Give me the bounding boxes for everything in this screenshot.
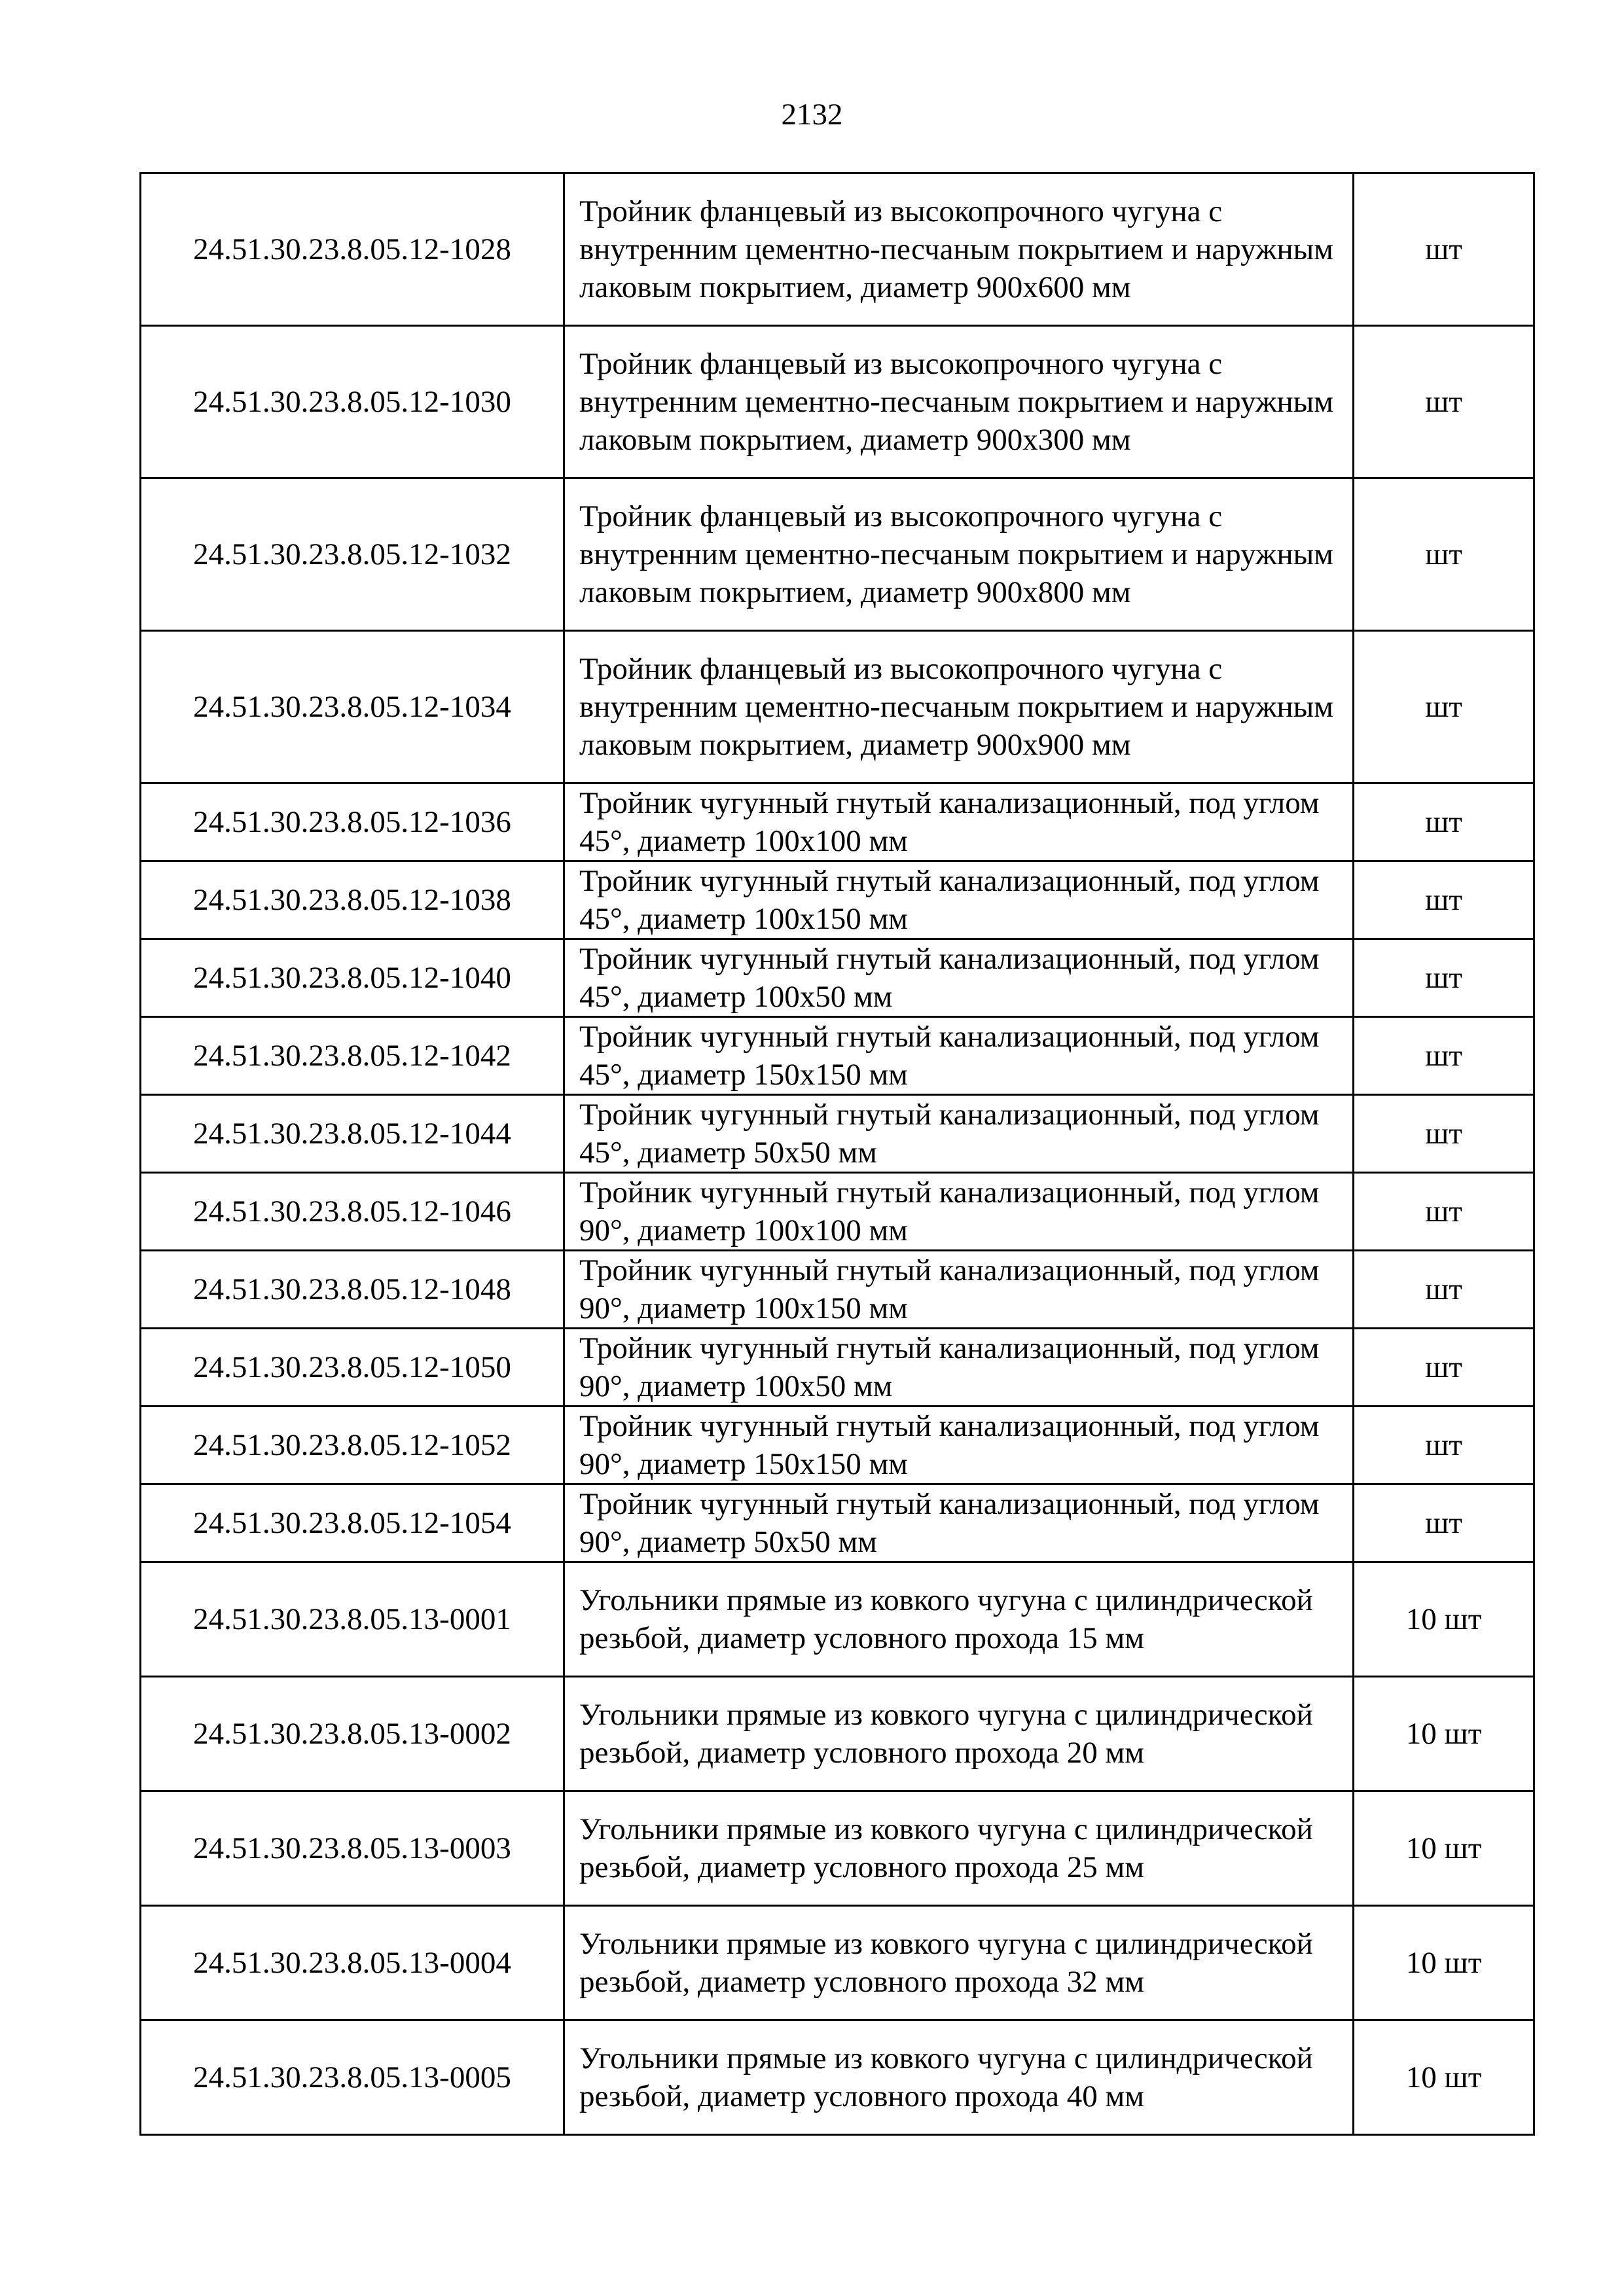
item-description: Тройник чугунный гнутый канализационный, под углом 45°, диаметр 50х50 мм xyxy=(564,1095,1354,1173)
item-unit: шт xyxy=(1354,173,1534,326)
table-row xyxy=(141,783,1534,861)
item-description: Тройник чугунный гнутый канализационный, под углом 90°, диаметр 100х100 мм xyxy=(564,1173,1354,1251)
item-description: Тройник чугунный гнутый канализационный, под углом 90°, диаметр 100х50 мм xyxy=(564,1329,1354,1407)
table-row xyxy=(141,1906,1534,2020)
table-row xyxy=(141,1791,1534,1906)
item-description: Тройник чугунный гнутый канализационный, под углом 45°, диаметр 100х100 мм xyxy=(564,783,1354,861)
catalog-table xyxy=(139,172,1535,2136)
item-unit: шт xyxy=(1354,1329,1534,1407)
table-row xyxy=(141,631,1534,783)
item-code: 24.51.30.23.8.05.12-1046 xyxy=(141,1173,564,1251)
item-code: 24.51.30.23.8.05.13-0003 xyxy=(141,1791,564,1906)
item-unit: шт xyxy=(1354,326,1534,478)
item-unit: шт xyxy=(1354,478,1534,631)
item-code: 24.51.30.23.8.05.12-1036 xyxy=(141,783,564,861)
item-description: Тройник чугунный гнутый канализационный, под углом 90°, диаметр 100х150 мм xyxy=(564,1251,1354,1329)
item-description: Тройник фланцевый из высокопрочного чугуна с внутренним цементно-песчаным покрытием и наружным лаковым покрытием, диаметр 900х300 мм xyxy=(564,326,1354,478)
item-unit: 10 шт xyxy=(1354,1791,1534,1906)
item-code: 24.51.30.23.8.05.12-1032 xyxy=(141,478,564,631)
table-row xyxy=(141,1329,1534,1407)
page-number: 2132 xyxy=(781,98,843,132)
item-unit: шт xyxy=(1354,1095,1534,1173)
table-row xyxy=(141,1251,1534,1329)
table-row xyxy=(141,861,1534,939)
item-code: 24.51.30.23.8.05.13-0002 xyxy=(141,1677,564,1791)
item-unit: 10 шт xyxy=(1354,1677,1534,1791)
item-description: Тройник чугунный гнутый канализационный, под углом 90°, диаметр 150х150 мм xyxy=(564,1407,1354,1484)
item-description: Угольники прямые из ковкого чугуна с цилиндрической резьбой, диаметр условного прохода 20 мм xyxy=(564,1677,1354,1791)
table-row xyxy=(141,1095,1534,1173)
item-unit: шт xyxy=(1354,1017,1534,1095)
table-row xyxy=(141,326,1534,478)
item-unit: 10 шт xyxy=(1354,1562,1534,1677)
table-row xyxy=(141,939,1534,1017)
item-description: Угольники прямые из ковкого чугуна с цилиндрической резьбой, диаметр условного прохода 32 мм xyxy=(564,1906,1354,2020)
table-row xyxy=(141,1677,1534,1791)
table-row xyxy=(141,1562,1534,1677)
table-row xyxy=(141,1407,1534,1484)
item-code: 24.51.30.23.8.05.12-1054 xyxy=(141,1484,564,1562)
item-code: 24.51.30.23.8.05.12-1050 xyxy=(141,1329,564,1407)
table-row xyxy=(141,1017,1534,1095)
item-description: Тройник чугунный гнутый канализационный, под углом 45°, диаметр 150х150 мм xyxy=(564,1017,1354,1095)
item-unit: шт xyxy=(1354,783,1534,861)
item-unit: шт xyxy=(1354,1484,1534,1562)
item-description: Тройник чугунный гнутый канализационный, под углом 90°, диаметр 50х50 мм xyxy=(564,1484,1354,1562)
table-row xyxy=(141,1484,1534,1562)
item-code: 24.51.30.23.8.05.12-1040 xyxy=(141,939,564,1017)
item-code: 24.51.30.23.8.05.13-0001 xyxy=(141,1562,564,1677)
item-code: 24.51.30.23.8.05.12-1044 xyxy=(141,1095,564,1173)
item-description: Угольники прямые из ковкого чугуна с цилиндрической резьбой, диаметр условного прохода 25 мм xyxy=(564,1791,1354,1906)
item-unit: шт xyxy=(1354,1173,1534,1251)
item-unit: шт xyxy=(1354,861,1534,939)
item-description: Угольники прямые из ковкого чугуна с цилиндрической резьбой, диаметр условного прохода 40 мм xyxy=(564,2020,1354,2135)
item-unit: шт xyxy=(1354,1251,1534,1329)
item-unit: шт xyxy=(1354,631,1534,783)
item-code: 24.51.30.23.8.05.12-1028 xyxy=(141,173,564,326)
item-description: Тройник фланцевый из высокопрочного чугуна с внутренним цементно-песчаным покрытием и наружным лаковым покрытием, диаметр 900х600 мм xyxy=(564,173,1354,326)
item-description: Тройник фланцевый из высокопрочного чугуна с внутренним цементно-песчаным покрытием и наружным лаковым покрытием, диаметр 900х800 мм xyxy=(564,478,1354,631)
table-row xyxy=(141,1173,1534,1251)
item-unit: 10 шт xyxy=(1354,1906,1534,2020)
item-unit: шт xyxy=(1354,939,1534,1017)
item-code: 24.51.30.23.8.05.12-1034 xyxy=(141,631,564,783)
item-code: 24.51.30.23.8.05.12-1052 xyxy=(141,1407,564,1484)
item-description: Тройник чугунный гнутый канализационный, под углом 45°, диаметр 100х150 мм xyxy=(564,861,1354,939)
item-code: 24.51.30.23.8.05.12-1038 xyxy=(141,861,564,939)
item-code: 24.51.30.23.8.05.12-1042 xyxy=(141,1017,564,1095)
item-code: 24.51.30.23.8.05.12-1030 xyxy=(141,326,564,478)
table-row xyxy=(141,2020,1534,2135)
item-description: Угольники прямые из ковкого чугуна с цилиндрической резьбой, диаметр условного прохода 15 мм xyxy=(564,1562,1354,1677)
item-description: Тройник фланцевый из высокопрочного чугуна с внутренним цементно-песчаным покрытием и наружным лаковым покрытием, диаметр 900х900 мм xyxy=(564,631,1354,783)
item-code: 24.51.30.23.8.05.13-0005 xyxy=(141,2020,564,2135)
item-unit: шт xyxy=(1354,1407,1534,1484)
item-code: 24.51.30.23.8.05.12-1048 xyxy=(141,1251,564,1329)
table-row xyxy=(141,173,1534,326)
item-description: Тройник чугунный гнутый канализационный, под углом 45°, диаметр 100х50 мм xyxy=(564,939,1354,1017)
item-unit: 10 шт xyxy=(1354,2020,1534,2135)
table-row xyxy=(141,478,1534,631)
item-code: 24.51.30.23.8.05.13-0004 xyxy=(141,1906,564,2020)
